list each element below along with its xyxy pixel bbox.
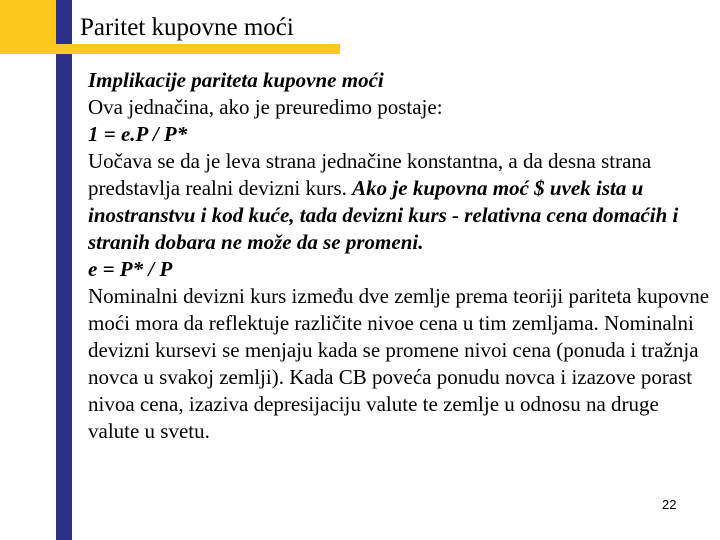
paragraph-1-emphasis: Ako je kupovna moć $ uvek ista u inostranstvu i kod kuće, tada devizni kurs - relativna cena domaćih i stranih dobara ne može da se promeni. (88, 176, 679, 254)
equation-2: e = P* / P (88, 257, 173, 281)
accent-bar-navy (56, 0, 72, 540)
paragraph-1-text: Uočava se da je leva strana jednačine konstantna, a da desna strana predstavlja realni devizni kurs. (88, 149, 652, 200)
content-heading: Implikacije pariteta kupovne moći (88, 68, 384, 92)
slide-content (88, 67, 714, 445)
paragraph-1 (88, 148, 714, 256)
equation-1: 1 = e.P / P* (88, 122, 188, 146)
title-underline (0, 44, 340, 54)
content-line-1: Ova jednačina, ako je preuredimo postaje: (88, 95, 443, 119)
accent-bar-yellow (0, 0, 56, 48)
paragraph-2: Nominalni devizni kurs između dve zemlje prema teoriji pariteta kupovne moći mora da reflektuje različite nivoe cena u tim zemljama. Nominalni devizni kursevi se menjaju kada se promene nivoi cena (ponuda i tražnja novca u svakoj zemlji). Kada CB poveća ponudu novca i izazove porast nivoa cena, izaziva depresijaciju valute te zemlje u odnosu na druge valute u svetu. (88, 284, 710, 443)
slide-title: Paritet kupovne moći (80, 14, 294, 41)
page-number: 22 (662, 497, 677, 512)
